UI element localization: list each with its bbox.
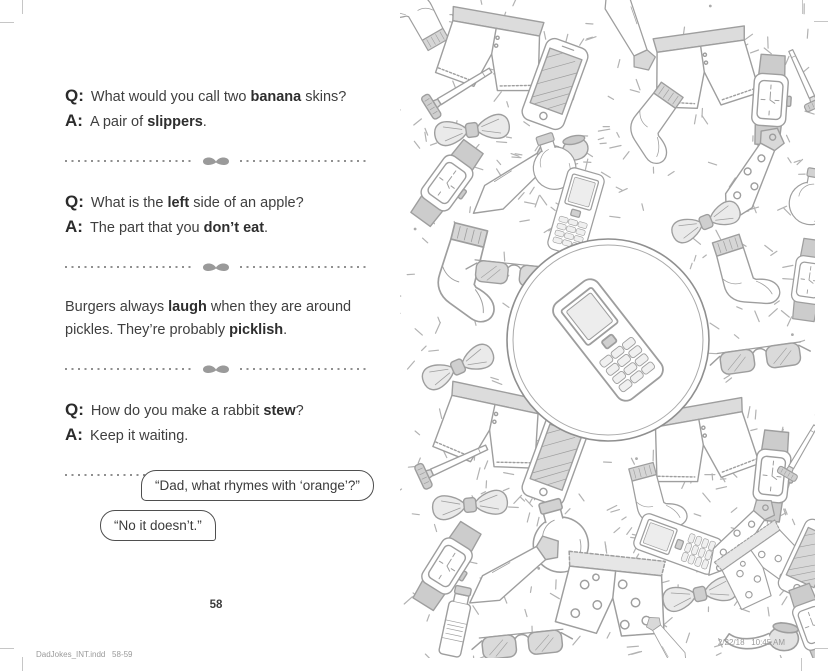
qa-label: Q: [65, 192, 84, 211]
joke-text: The part that you don’t eat. [89, 220, 269, 236]
qa-label: A: [65, 425, 83, 444]
print-timestamp: 2/22/18 10:45 AM [717, 638, 785, 647]
joke [65, 84, 367, 134]
speech-bubble: “No it doesn’t.” [100, 510, 216, 541]
mustache-icon [201, 262, 231, 273]
page-number: 58 [209, 599, 223, 611]
mustache-divider [65, 363, 367, 375]
document-slug: DadJokes_INT.indd 58-59 [36, 650, 133, 659]
joke-text: What would you call two banana skins? [90, 89, 347, 105]
joke-text: Burgers always laugh when they are around pickles. They’re probably picklish. [65, 299, 352, 338]
qa-label: Q: [65, 86, 84, 105]
joke [65, 190, 367, 240]
watch-doodle [407, 137, 491, 232]
joke [65, 398, 367, 448]
pipe-doodle [724, 615, 800, 656]
sunglasses-doodle [709, 341, 812, 377]
qa-label: A: [65, 111, 83, 130]
joke-text: How do you make a rabbit stew? [90, 403, 304, 419]
joke-text: Keep it waiting. [89, 428, 189, 444]
crop-mark [814, 21, 828, 22]
joke-text: A pair of slippers. [89, 114, 207, 130]
sock-doodle [710, 228, 782, 315]
menswear-doodle-pattern [400, 0, 815, 658]
qa-label: Q: [65, 400, 84, 419]
crop-mark [801, 658, 802, 671]
crop-mark [814, 648, 828, 649]
qa-label: A: [65, 217, 83, 236]
sunglasses-doodle [471, 628, 574, 658]
mustache-icon [201, 156, 231, 167]
joke-text: What is the left side of an apple? [90, 195, 304, 211]
mustache-divider [65, 155, 367, 167]
watch-doodle [788, 238, 815, 323]
necktie-doodle [642, 612, 694, 658]
joke [65, 296, 367, 342]
jokes-page [0, 0, 400, 671]
bowtie-doodle [431, 489, 508, 520]
mustache-divider [65, 261, 367, 273]
illustration-page [400, 0, 815, 658]
speech-bubble: “Dad, what rhymes with ‘orange’?” [141, 470, 374, 501]
mustache-icon [201, 364, 231, 375]
necktie-doodle [595, 0, 661, 76]
jokes-list [65, 84, 367, 504]
